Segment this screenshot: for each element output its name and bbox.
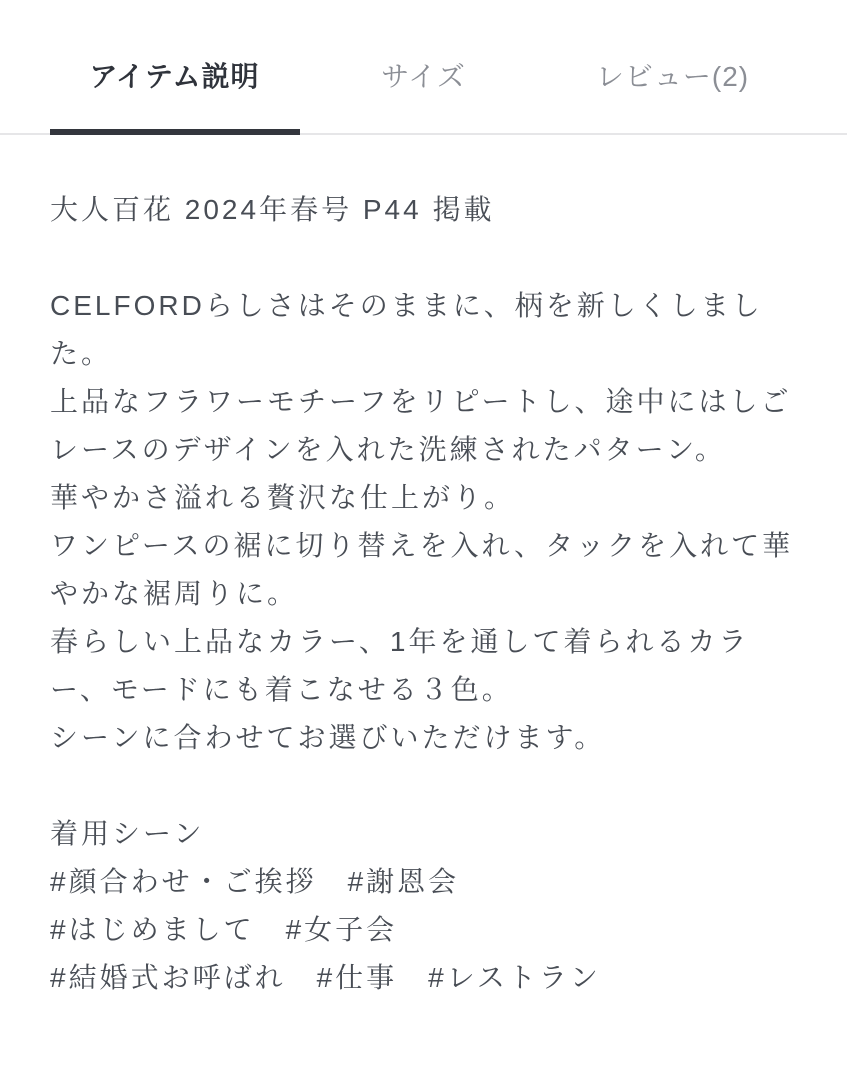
item-description-panel — [0, 135, 847, 1002]
tab-list — [50, 57, 797, 97]
description-line-16: #結婚式お呼ばれ #仕事 #レストラン — [50, 962, 601, 993]
tab-item-description[interactable]: アイテム説明 — [89, 61, 260, 92]
description-line-2: CELFORDらしさはそのままに、柄を新しくしまし — [50, 290, 763, 321]
description-line-4: 上品なフラワーモチーフをリピートし、途中にはしご — [50, 386, 792, 417]
description-line-6: 華やかさ溢れる贅沢な仕上がり。 — [50, 482, 516, 513]
tab-bar — [0, 0, 847, 135]
description-line-8: やかな裾周りに。 — [50, 578, 299, 609]
description-line-13: 着用シーン — [50, 818, 205, 849]
description-line-0: 大人百花 2024年春号 P44 掲載 — [50, 194, 495, 225]
description-line-9: 春らしい上品なカラー、1年を通して着られるカラ — [50, 626, 750, 657]
description-line-10: ー、モードにも着こなせる３色。 — [50, 674, 513, 705]
description-line-12 — [50, 762, 797, 810]
description-line-5: レースのデザインを入れた洗練されたパターン。 — [50, 434, 726, 465]
description-line-11: シーンに合わせてお選びいただけます。 — [50, 722, 606, 753]
tab-reviews[interactable]: レビュー(2) — [595, 61, 750, 92]
tab-size[interactable]: サイズ — [381, 61, 466, 92]
active-tab-underline — [50, 129, 300, 135]
description-line-1 — [50, 234, 797, 282]
description-line-14: #顔合わせ・ご挨拶 #謝恩会 — [50, 866, 460, 897]
description-line-7: ワンピースの裾に切り替えを入れ、タックを入れて華 — [50, 530, 794, 561]
description-line-15: #はじめまして #女子会 — [50, 914, 398, 945]
description-line-3: た。 — [50, 338, 113, 369]
